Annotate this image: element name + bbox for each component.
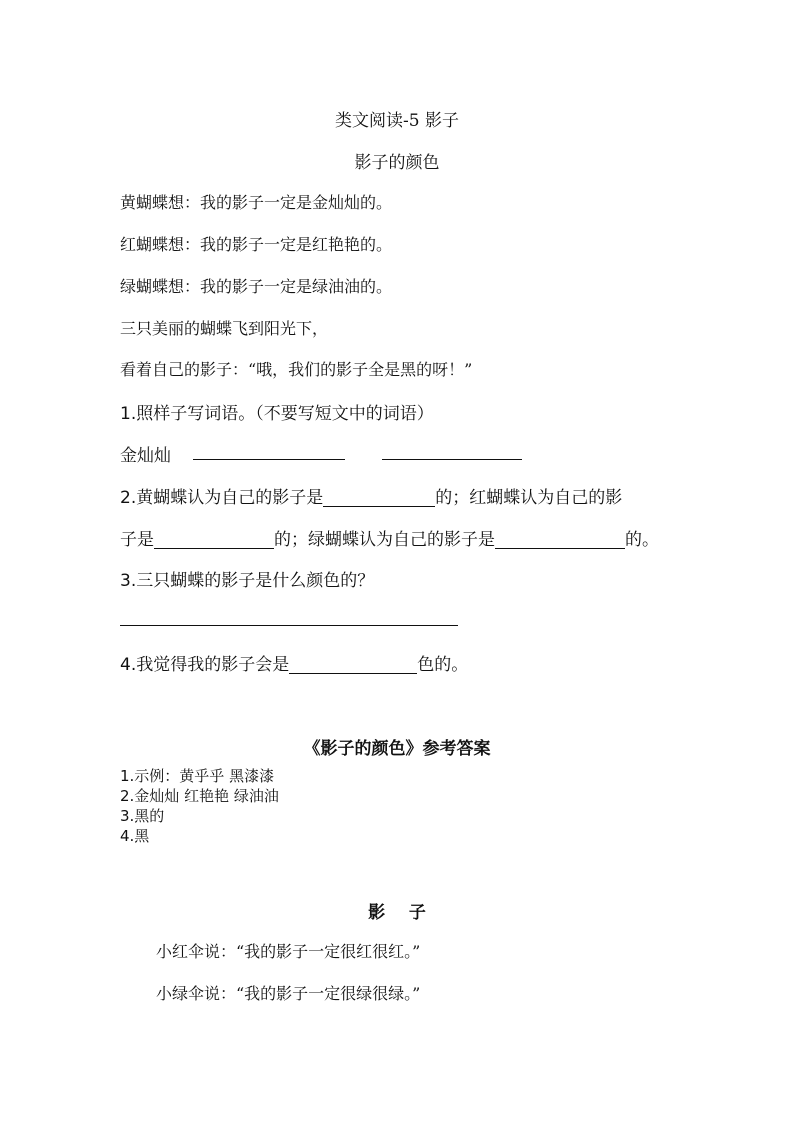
question-2-text: 的。 [625, 530, 659, 550]
example-word: 金灿灿 [120, 446, 171, 466]
answer-blank[interactable] [323, 489, 435, 507]
question-2-text: 的；绿蝴蝶认为自己的影子是 [274, 530, 495, 550]
answer-item: 2.金灿灿 红艳艳 绿油油 [120, 787, 279, 805]
answer-blank[interactable] [193, 459, 345, 460]
answer-item: 1.示例：黄乎乎 黑漆漆 [120, 767, 275, 785]
question-4-text: 4.我觉得我的影子会是 [120, 655, 290, 675]
question-2-text: 2.黄蝴蝶认为自己的影子是 [120, 488, 324, 508]
question-2-line-1 [120, 483, 622, 508]
question-3: 3.三只蝴蝶的影子是什么颜色的？ [120, 571, 375, 591]
question-4 [120, 650, 468, 675]
answers-title: 《影子的颜色》参考答案 [303, 739, 491, 759]
question-2-text: 的；红蝴蝶认为自己的影 [435, 488, 623, 508]
answer-line[interactable] [120, 625, 458, 626]
passage-2-line: 小绿伞说：“我的影子一定很绿很绿。” [156, 984, 421, 1003]
passage-line: 绿蝴蝶想：我的影子一定是绿油油的。 [120, 277, 393, 296]
answer-blank[interactable] [154, 531, 274, 549]
passage-line: 三只美丽的蝴蝶飞到阳光下， [120, 319, 329, 338]
answer-blank[interactable] [495, 531, 625, 549]
answer-blank[interactable] [289, 656, 417, 674]
question-2-text: 子是 [120, 530, 154, 550]
passage-title: 影子的颜色 [354, 153, 440, 173]
passage-2-line: 小红伞说：“我的影子一定很红很红。” [156, 942, 421, 961]
answer-item: 3.黑的 [120, 807, 165, 825]
question-2-line-2 [120, 525, 659, 550]
passage-2-title: 影 子 [368, 903, 426, 923]
question-4-text: 色的。 [417, 655, 469, 675]
passage-line: 黄蝴蝶想：我的影子一定是金灿灿的。 [120, 193, 393, 212]
passage-line: 红蝴蝶想：我的影子一定是红艳艳的。 [120, 235, 393, 254]
passage-line: 看着自己的影子：“哦，我们的影子全是黑的呀！” [120, 360, 473, 379]
answer-item: 4.黑 [120, 827, 150, 845]
answer-blank[interactable] [382, 459, 522, 460]
page-title: 类文阅读-5 影子 [335, 111, 459, 131]
question-1: 1.照样子写词语。（不要写短文中的词语） [120, 404, 434, 424]
